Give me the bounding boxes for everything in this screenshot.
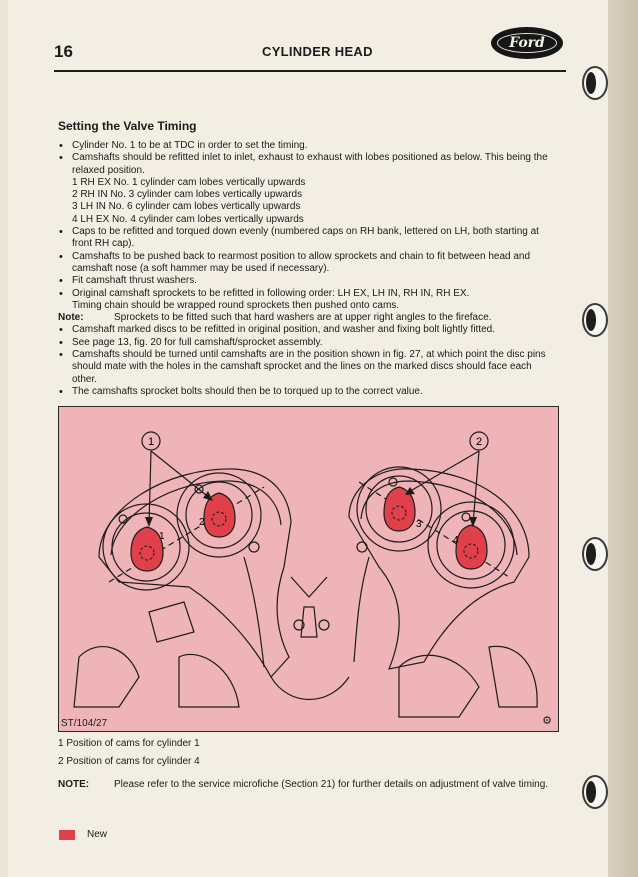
bullet-item: • See page 13, fig. 20 for full camshaft/sprocket assembly.: [58, 337, 558, 349]
figure-caption: 2 Position of cams for cylinder 4: [58, 756, 200, 767]
bullet-item: • Caps to be refitted and torqued down evenly (numbered caps on RH bank, lettered on LH, both starting at front RH cap).: [58, 226, 558, 251]
callout-2-number: 2: [475, 436, 483, 448]
note-label: Note:: [58, 312, 84, 324]
legend: [59, 829, 107, 840]
section-title: Setting the Valve Timing: [58, 119, 197, 133]
bullet-item: • Camshafts should be refitted inlet to inlet, exhaust to exhaust with lobes positioned as below. This being the relaxed position.: [58, 152, 558, 177]
ford-logo-text: Ford: [497, 33, 557, 53]
inline-note: [58, 312, 558, 324]
page-number: 16: [54, 42, 73, 61]
header-rule: [54, 70, 566, 72]
bullet-item: • Original camshaft sprockets to be refitted in following order: LH EX, LH IN, RH IN, RH EX.: [58, 288, 558, 300]
sprocket-number: 3: [416, 519, 422, 530]
bullet-item: • Fit camshaft thrust washers.: [58, 275, 558, 287]
sprocket-number: 1: [159, 531, 165, 542]
binder-hole: [582, 66, 608, 100]
binder-hole: [582, 775, 608, 809]
note-text: Sprockets to be fitted such that hard washers are at upper right angles to the fireface.: [114, 312, 492, 324]
sprocket-number: 4: [453, 535, 459, 546]
sprocket-number: 2: [199, 517, 205, 528]
binder-hole: [582, 303, 608, 337]
engine-drawing: [59, 407, 557, 730]
figure-reference: ST/104/27: [61, 718, 108, 729]
callout-1-number: 1: [147, 436, 155, 448]
ford-logo: [491, 27, 563, 59]
bottom-note-label: NOTE:: [58, 779, 90, 790]
bottom-note-text: Please refer to the service microfiche (Section 21) for further details on adjustment of valve timing.: [114, 779, 549, 790]
bullet-item: • Camshafts should be turned until camshafts are in the position shown in fig. 27, at which point the disc pins should mate with the holes in the camshaft sprocket and the lines on the marked discs should face each other.: [58, 349, 558, 386]
bottom-note: [58, 776, 558, 793]
valve-timing-diagram: [58, 406, 559, 732]
cam-line: 4 LH EX No. 4 cylinder cam lobes vertically upwards: [72, 213, 304, 225]
page-header-title: CYLINDER HEAD: [262, 44, 373, 59]
legend-swatch: [59, 830, 75, 840]
instructions: [58, 140, 558, 398]
bullet-continuation: Timing chain should be wrapped round sprockets then pushed onto cams.: [72, 299, 400, 311]
bullet-item: • The camshafts sprocket bolts should then be to torqued up to the correct value.: [58, 386, 558, 398]
cam-line: 3 LH IN No. 6 cylinder cam lobes vertically upwards: [72, 201, 301, 213]
corner-mark-icon: ⚙: [542, 715, 552, 727]
figure-caption: 1 Position of cams for cylinder 1: [58, 738, 200, 749]
page-edge: [608, 0, 638, 877]
bullet-item: • Cylinder No. 1 to be at TDC in order to set the timing.: [58, 140, 558, 152]
cam-line: 2 RH IN No. 3 cylinder cam lobes vertically upwards: [72, 189, 303, 201]
cam-line: 1 RH EX No. 1 cylinder cam lobes vertically upwards: [72, 176, 306, 188]
legend-label: New: [87, 829, 108, 840]
bullet-item: • Camshafts to be pushed back to rearmost position to allow sprockets and chain to fit between head and camshaft nose (a soft hammer may be used if necessary).: [58, 251, 558, 276]
bullet-item: • Camshaft marked discs to be refitted in original position, and washer and fixing bolt lightly fitted.: [58, 324, 558, 336]
binder-hole: [582, 537, 608, 571]
